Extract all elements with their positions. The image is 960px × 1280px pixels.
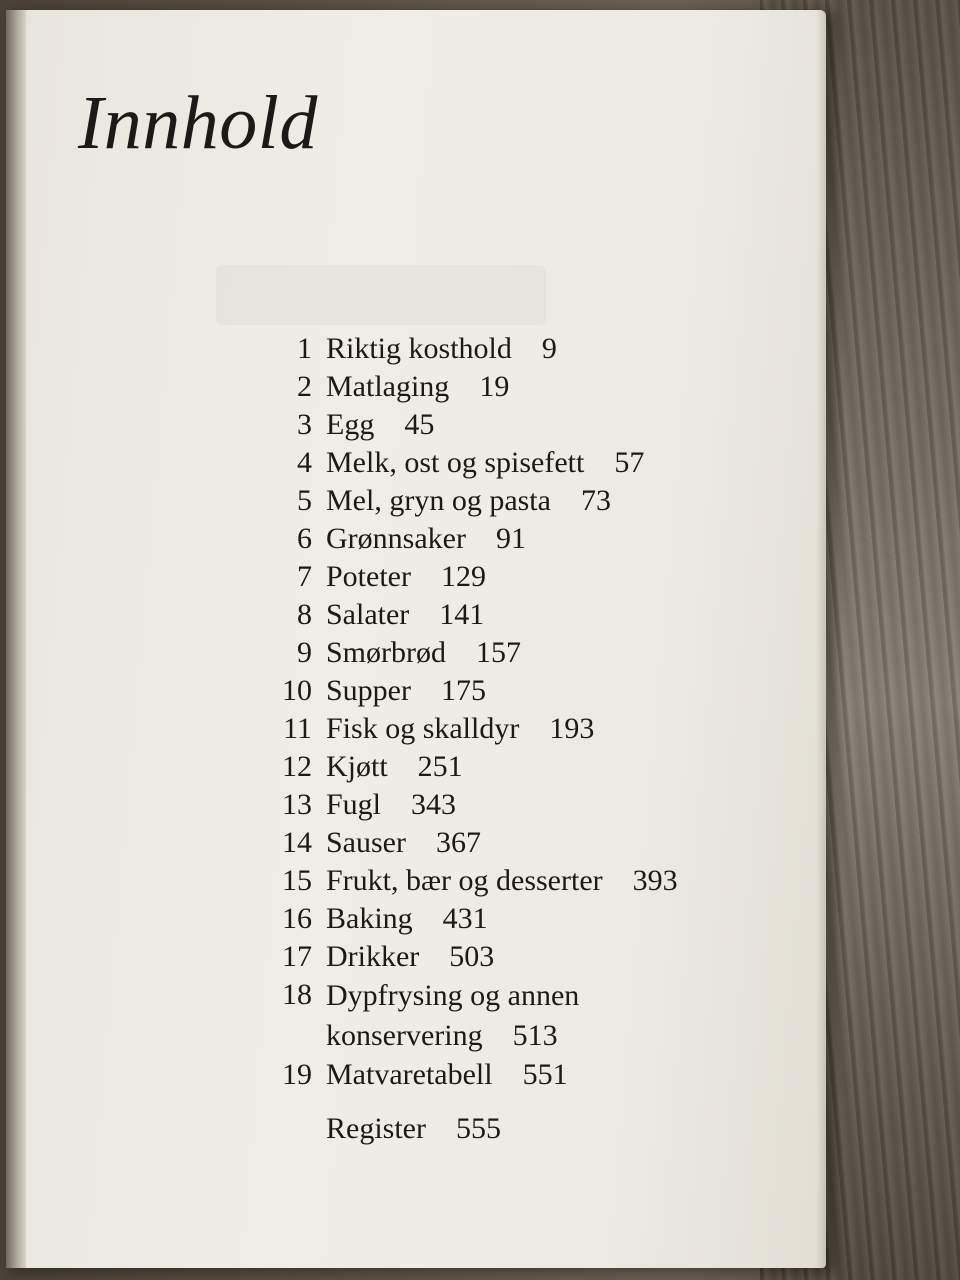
chapter-number: 16 <box>282 902 312 935</box>
page-number: 45 <box>404 408 435 441</box>
chapter-number: 1 <box>297 332 312 365</box>
chapter-title: Matlaging <box>326 370 450 403</box>
toc-entry <box>268 824 788 862</box>
chapter-title: Supper <box>326 674 411 707</box>
page-number: 141 <box>439 598 485 631</box>
toc-entry <box>268 1056 788 1094</box>
toc-entry <box>268 558 788 596</box>
chapter-title: Riktig kosthold <box>326 332 512 365</box>
page-number: 503 <box>449 940 495 973</box>
chapter-number: 6 <box>297 522 312 555</box>
chapter-title: Matvaretabell <box>326 1058 493 1091</box>
page-number: 57 <box>614 446 645 479</box>
page-number: 91 <box>495 522 526 555</box>
toc-entry <box>268 596 788 634</box>
book-spine-shadow <box>6 10 26 1268</box>
chapter-title: Baking <box>326 902 413 935</box>
toc-entry <box>268 406 788 444</box>
toc-entry <box>268 672 788 710</box>
show-through-print <box>216 265 546 325</box>
chapter-title: Melk, ost og spisefett <box>326 446 585 479</box>
page-number: 175 <box>441 674 486 707</box>
chapter-number: 10 <box>282 674 312 707</box>
chapter-number: 17 <box>282 940 312 973</box>
toc-entry <box>268 748 788 786</box>
page-number: 367 <box>435 826 481 859</box>
chapter-title: Smørbrød <box>326 636 446 669</box>
page-number: 343 <box>411 788 457 821</box>
toc-entry <box>268 520 788 558</box>
book-page <box>6 10 826 1268</box>
chapter-title: Fisk og skalldyr <box>326 712 520 745</box>
chapter-title: Sauser <box>326 826 406 859</box>
chapter-number: 18 <box>282 978 312 1011</box>
toc-entry <box>268 368 788 406</box>
chapter-number: 8 <box>297 598 312 631</box>
chapter-title: Grønnsaker <box>326 522 466 555</box>
toc-entry <box>268 634 788 672</box>
toc-entry <box>268 330 788 368</box>
toc-entry <box>268 786 788 824</box>
page-number: 551 <box>522 1058 568 1091</box>
page-number: 157 <box>476 636 521 669</box>
chapter-number: 9 <box>297 636 312 669</box>
page-title: Innhold <box>78 81 318 165</box>
chapter-title: Fugl <box>326 788 382 821</box>
toc-entry-register <box>268 1110 788 1148</box>
chapter-title: Drikker <box>326 940 420 973</box>
page-edge <box>816 10 826 1268</box>
page-number: 73 <box>580 484 611 517</box>
page-number: 9 <box>541 332 557 365</box>
chapter-number: 5 <box>297 484 312 517</box>
page-number: 393 <box>632 864 678 897</box>
chapter-title-line-1: Dypfrysing og annen <box>326 979 580 1012</box>
toc-entry <box>268 900 788 938</box>
chapter-number: 14 <box>282 826 312 859</box>
chapter-title-line-2: konservering <box>326 1019 483 1052</box>
chapter-number: 11 <box>283 712 312 745</box>
chapter-title: Salater <box>326 598 410 631</box>
chapter-number: 7 <box>297 560 312 593</box>
page-number: 129 <box>440 560 486 593</box>
chapter-title: Egg <box>326 408 375 441</box>
page-number: 513 <box>512 1019 558 1052</box>
chapter-number: 3 <box>297 408 312 441</box>
chapter-title: Poteter <box>326 560 411 593</box>
chapter-title: Frukt, bær og desserter <box>326 864 603 897</box>
chapter-title: Mel, gryn og pasta <box>326 484 551 517</box>
table-of-contents <box>268 330 788 1148</box>
toc-entry <box>268 710 788 748</box>
register-title: Register <box>326 1112 426 1145</box>
page-number: 555 <box>455 1112 501 1145</box>
toc-entry <box>268 862 788 900</box>
page-number: 193 <box>549 712 595 745</box>
toc-entry <box>268 444 788 482</box>
toc-entry <box>268 976 788 1056</box>
chapter-number: 2 <box>297 370 312 403</box>
toc-entry <box>268 938 788 976</box>
chapter-number: 19 <box>282 1058 312 1091</box>
chapter-number: 13 <box>282 788 312 821</box>
page-number: 431 <box>442 902 488 935</box>
chapter-number: 12 <box>282 750 312 783</box>
page-number: 251 <box>417 750 463 783</box>
page-number: 19 <box>479 370 510 403</box>
toc-entry <box>268 482 788 520</box>
chapter-title: Kjøtt <box>326 750 388 783</box>
chapter-number: 4 <box>297 446 312 479</box>
chapter-number: 15 <box>282 864 312 897</box>
